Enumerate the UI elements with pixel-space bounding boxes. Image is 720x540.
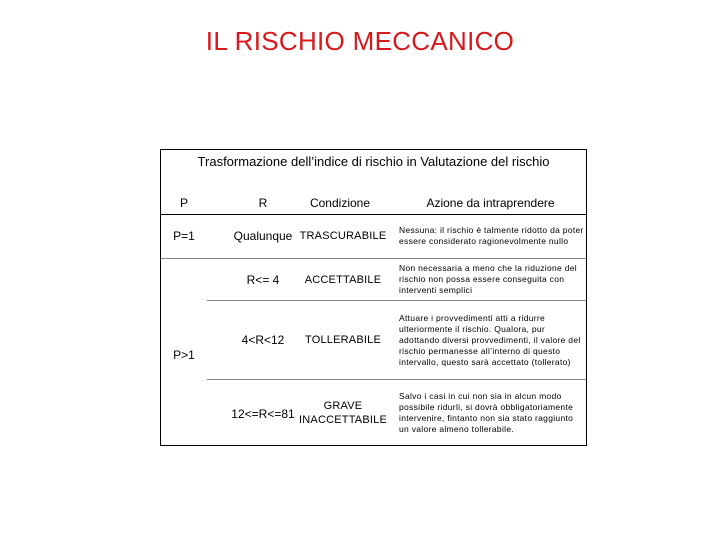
p-group-2: P>1 <box>173 348 195 362</box>
risk-evaluation-table <box>160 149 587 446</box>
row-3-r: 4<R<12 <box>241 333 285 347</box>
row-1-condition: TRASCURABILE <box>299 230 387 242</box>
p-group-1: P=1 <box>173 229 195 243</box>
row-4-condition: GRAVE INACCETTABILE <box>299 399 387 426</box>
slide-title: IL RISCHIO MECCANICO <box>205 26 515 56</box>
row-2-r: R<= 4 <box>246 272 280 287</box>
row-1-r: Qualunque <box>233 229 293 243</box>
header-condition: Condizione <box>309 196 371 210</box>
table-caption: Trasformazione dell’indice di rischio in Valutazione del rischio <box>197 154 550 169</box>
header-p: P <box>179 196 188 210</box>
row-2-condition: ACCETTABILE <box>304 273 382 286</box>
row-4-action: Salvo i casi in cui non sia in alcun modo possibile ridurli, si dovrà obbligatoriamente intervenire, fintanto non sia stato raggiunto un valore almeno tollerabile. <box>399 390 574 434</box>
row-3-action: Attuare i provvedimenti atti a ridurre ulteriormente il rischio. Qualora, pur adottando diversi provvedimenti, il valore del rischio permanesse all’interno di questo intervallo, questo sarà accettato (tollerato) <box>399 312 581 367</box>
row-2-action: Non necessaria a meno che la riduzione del rischio non possa essere conseguita con interventi semplici <box>399 263 577 295</box>
row-4-r: 12<=R<=81 <box>231 406 295 421</box>
row-1-action: Nessuna: il rischio è talmente ridotto da poter essere considerato ragionevolmente nullo <box>399 225 584 246</box>
header-action: Azione da intraprendere <box>426 196 555 210</box>
header-r: R <box>258 196 268 210</box>
row-3-condition: TOLLERABILE <box>305 334 381 346</box>
